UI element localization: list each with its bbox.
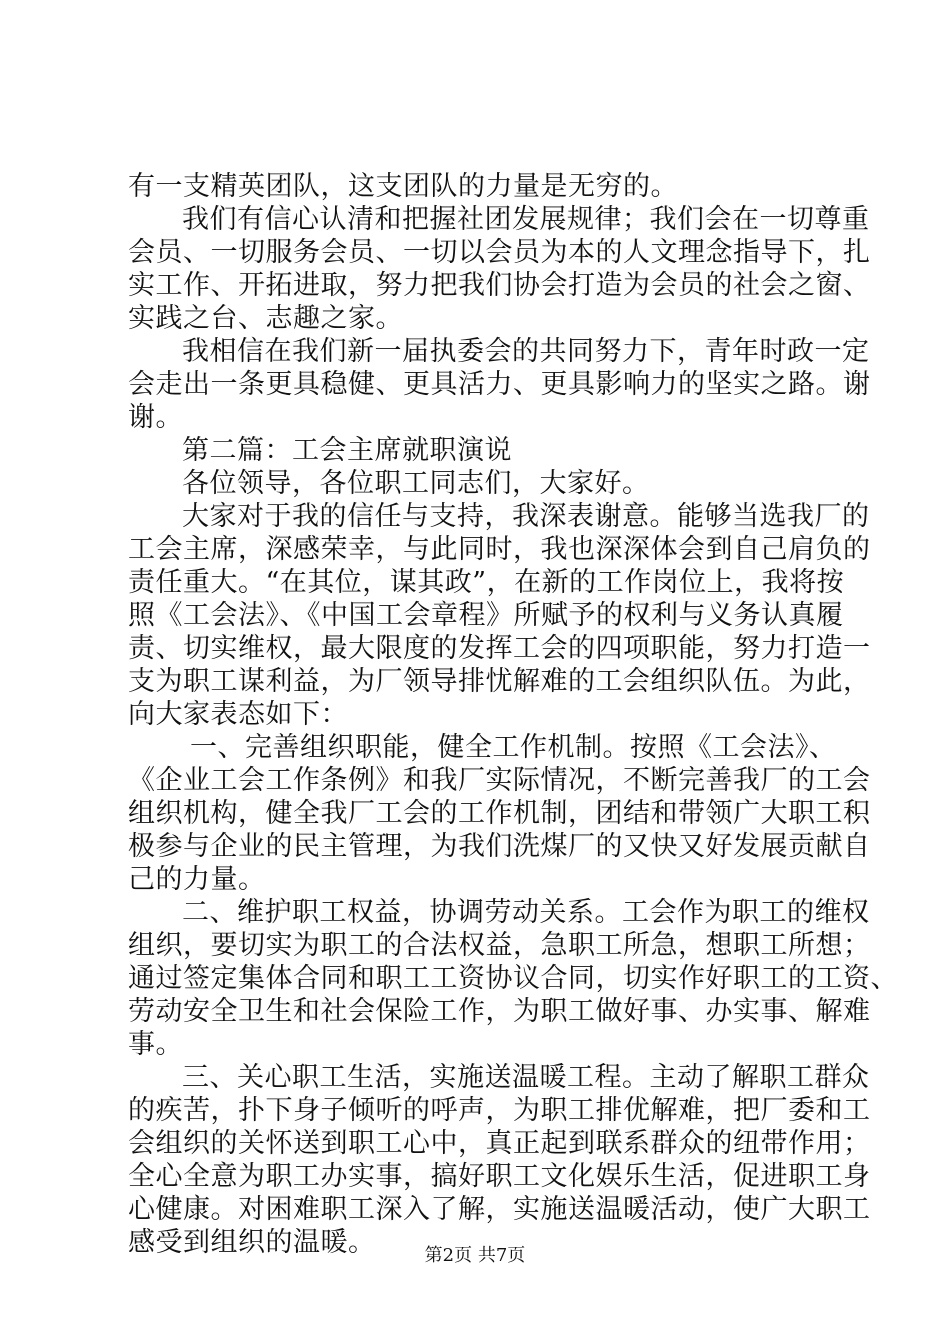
text-line: 己的力量。 xyxy=(128,864,266,895)
text-line: 实工作、开拓进取，努力把我们协会打造为会员的社会之窗、 xyxy=(128,270,871,301)
text-line: 向大家表态如下： xyxy=(128,699,348,730)
text-line: 会走出一条更具稳健、更具活力、更具影响力的坚实之路。谢 xyxy=(128,369,871,400)
text-line: 的疾苦，扑下身子倾听的呼声，为职工排优解难，把厂委和工 xyxy=(128,1095,871,1126)
text-line: 事。 xyxy=(128,1029,183,1060)
text-line: 三、关心职工生活，实施送温暖工程。主动了解职工群众 xyxy=(182,1062,870,1093)
text-line: 照《工会法》、《中国工会章程》所赋予的权利与义务认真履 xyxy=(128,600,844,631)
text-line: 责、切实维权，最大限度的发挥工会的四项职能，努力打造一 xyxy=(128,633,871,664)
text-line: 《企业工会工作条例》和我厂实际情况，不断完善我厂的工会 xyxy=(128,765,871,796)
text-line: 极参与企业的民主管理，为我们洗煤厂的又快又好发展贡献自 xyxy=(128,831,871,862)
text-line: 谢。 xyxy=(128,402,183,433)
text-line: 我们有信心认清和把握社团发展规律；我们会在一切尊重 xyxy=(182,204,870,235)
text-line: 工会主席，深感荣幸，与此同时，我也深深体会到自己肩负的 xyxy=(128,534,871,565)
text-line: 心健康。对困难职工深入了解，实施送温暖活动，使广大职工 xyxy=(128,1194,871,1225)
text-line: 感受到组织的温暖。 xyxy=(128,1227,376,1258)
text-line: 大家对于我的信任与支持，我深表谢意。能够当选我厂的 xyxy=(182,501,870,532)
text-line: 有一支精英团队，这支团队的力量是无穷的。 xyxy=(128,171,678,202)
text-line: 通过签定集体合同和职工工资协议合同，切实作好职工的工资、 xyxy=(128,963,898,994)
text-line: 支为职工谋利益，为厂领导排忧解难的工会组织队伍。为此， xyxy=(128,666,871,697)
text-line: 责任重大。“在其位，谋其政”，在新的工作岗位上，我将按 xyxy=(128,567,845,598)
page-footer: 第2页 共7页 xyxy=(424,1245,526,1266)
text-line: 劳动安全卫生和社会保险工作，为职工做好事、办实事、解难 xyxy=(128,996,871,1027)
section-heading: 第二篇：工会主席就职演说 xyxy=(182,435,512,466)
text-line: 组织，要切实为职工的合法权益，急职工所急，想职工所想； xyxy=(128,930,871,961)
text-line: 会员、一切服务会员、一切以会员为本的人文理念指导下，扎 xyxy=(128,237,871,268)
text-line: 我相信在我们新一届执委会的共同努力下，青年时政一定 xyxy=(182,336,870,367)
text-line: 组织机构，健全我厂工会的工作机制，团结和带领广大职工积 xyxy=(128,798,871,829)
text-line: 实践之台、志趣之家。 xyxy=(128,303,403,334)
text-line: 各位领导，各位职工同志们，大家好。 xyxy=(182,468,650,499)
text-line: 会组织的关怀送到职工心中，真正起到联系群众的纽带作用； xyxy=(128,1128,871,1159)
text-line: 全心全意为职工办实事，搞好职工文化娱乐生活，促进职工身 xyxy=(128,1161,871,1192)
text-line: 一、完善组织职能，健全工作机制。按照《工会法》、 xyxy=(190,732,837,763)
document-body xyxy=(128,170,898,1259)
text-line: 二、维护职工权益，协调劳动关系。工会作为职工的维权 xyxy=(182,897,870,928)
